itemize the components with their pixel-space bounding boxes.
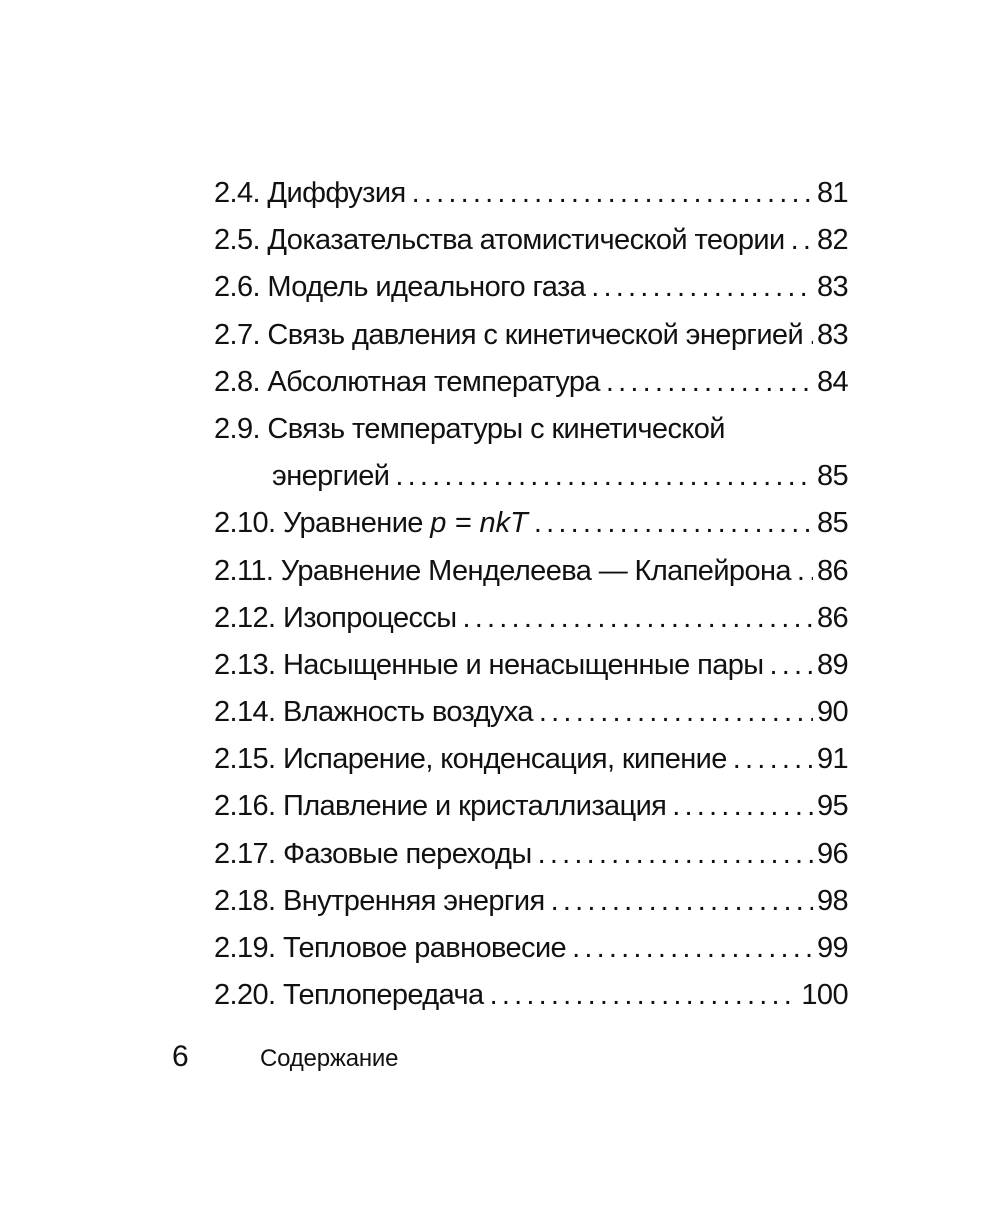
toc-entry-page: 83 [816,271,848,304]
dot-leader [412,170,813,217]
toc-entry-title: 2.17. Фазовые переходы [214,837,532,870]
toc-entry-title: 2.19. Тепловое равновесие [214,932,567,964]
dot-leader [395,453,813,500]
toc-entry[interactable] [214,783,848,830]
toc-entry-page: 98 [816,884,848,917]
formula: p = nkT [430,507,528,540]
toc-entry[interactable] [214,736,848,783]
dot-leader [463,595,813,642]
toc-entry-page: 91 [816,743,848,776]
toc-entry-title: 2.8. Абсолютная температура [214,365,600,398]
toc-entry-title: 2.16. Плавление и кристаллизация [214,790,667,823]
toc-entry-title: 2.12. Изопроцессы [214,601,457,634]
toc-entry-page: 86 [816,554,848,587]
toc-entry[interactable] [214,548,848,595]
toc-entry-title: 2.18. Внутренняя энергия [214,884,545,917]
toc-entry-title: 2.5. Доказательства атомистической теории [214,224,785,257]
dot-leader [490,972,798,1019]
page-footer [172,1032,572,1082]
toc-entry[interactable] [214,170,848,217]
toc-entry-title: 2.6. Модель идеального газа [214,271,586,304]
toc-entry-continuation[interactable] [214,453,848,500]
toc-entry-page: 99 [816,932,848,964]
dot-leader [672,783,813,830]
toc-entry-page: 83 [816,318,848,351]
toc-entry-page: 85 [816,507,848,540]
toc-entry[interactable] [214,312,848,359]
toc-entry-title: 2.7. Связь давления с кинетической энергией [214,318,804,351]
dot-leader [591,264,813,311]
toc-entry[interactable] [214,264,848,311]
dot-leader [572,925,813,972]
dot-leader [791,217,813,264]
toc-entry-page: 89 [816,648,848,681]
toc-entry-title-prefix: 2.10. Уравнение [214,507,431,540]
toc-entry-page: 96 [816,837,848,870]
toc-entry-page: 82 [816,224,848,257]
toc-entry[interactable] [214,500,848,547]
dot-leader [551,878,813,925]
dot-leader [606,359,813,406]
toc-entry-page: 100 [801,979,848,1012]
toc-entry-title: 2.11. Уравнение Менделеева — Клапейрона [214,554,791,587]
toc-entry[interactable] [214,217,848,264]
toc-entry[interactable] [214,359,848,406]
page-number: 6 [172,1040,189,1073]
toc-entry-page: 84 [816,365,848,398]
toc-entry-page: 95 [816,790,848,823]
toc-entry[interactable] [214,925,848,972]
toc-entry-title: 2.13. Насыщенные и ненасыщенные пары [214,648,764,681]
dot-leader [770,642,813,689]
toc-entry-page: 90 [816,696,848,729]
toc-entry[interactable] [214,878,848,925]
toc-entry[interactable] [214,689,848,736]
toc-entry-page: 85 [816,460,848,493]
dot-leader [797,548,813,595]
toc-entry[interactable] [214,972,848,1019]
table-of-contents [214,170,848,1019]
toc-entry-first-line[interactable] [214,406,848,453]
toc-entry-page: 81 [816,177,848,209]
toc-entry[interactable] [214,642,848,689]
toc-entry-title-continued: энергией [272,460,390,493]
dot-leader [733,736,813,783]
dot-leader [538,831,813,878]
running-section-title: Содержание [260,1045,399,1072]
toc-entry[interactable] [214,831,848,878]
dot-leader [539,689,813,736]
toc-entry[interactable] [214,595,848,642]
toc-entry-title: 2.4. Диффузия [214,177,406,209]
toc-entry-title: 2.14. Влажность воздуха [214,696,533,729]
dot-leader [534,500,813,547]
toc-entry-title: 2.9. Связь температуры с кинетической [214,412,725,445]
toc-entry-title: 2.15. Испарение, конденсация, кипение [214,743,727,776]
toc-entry-page: 86 [816,601,848,634]
toc-entry-title: 2.20. Теплопередача [214,979,484,1012]
dot-leader [809,312,813,359]
toc-entry-title [214,500,528,547]
